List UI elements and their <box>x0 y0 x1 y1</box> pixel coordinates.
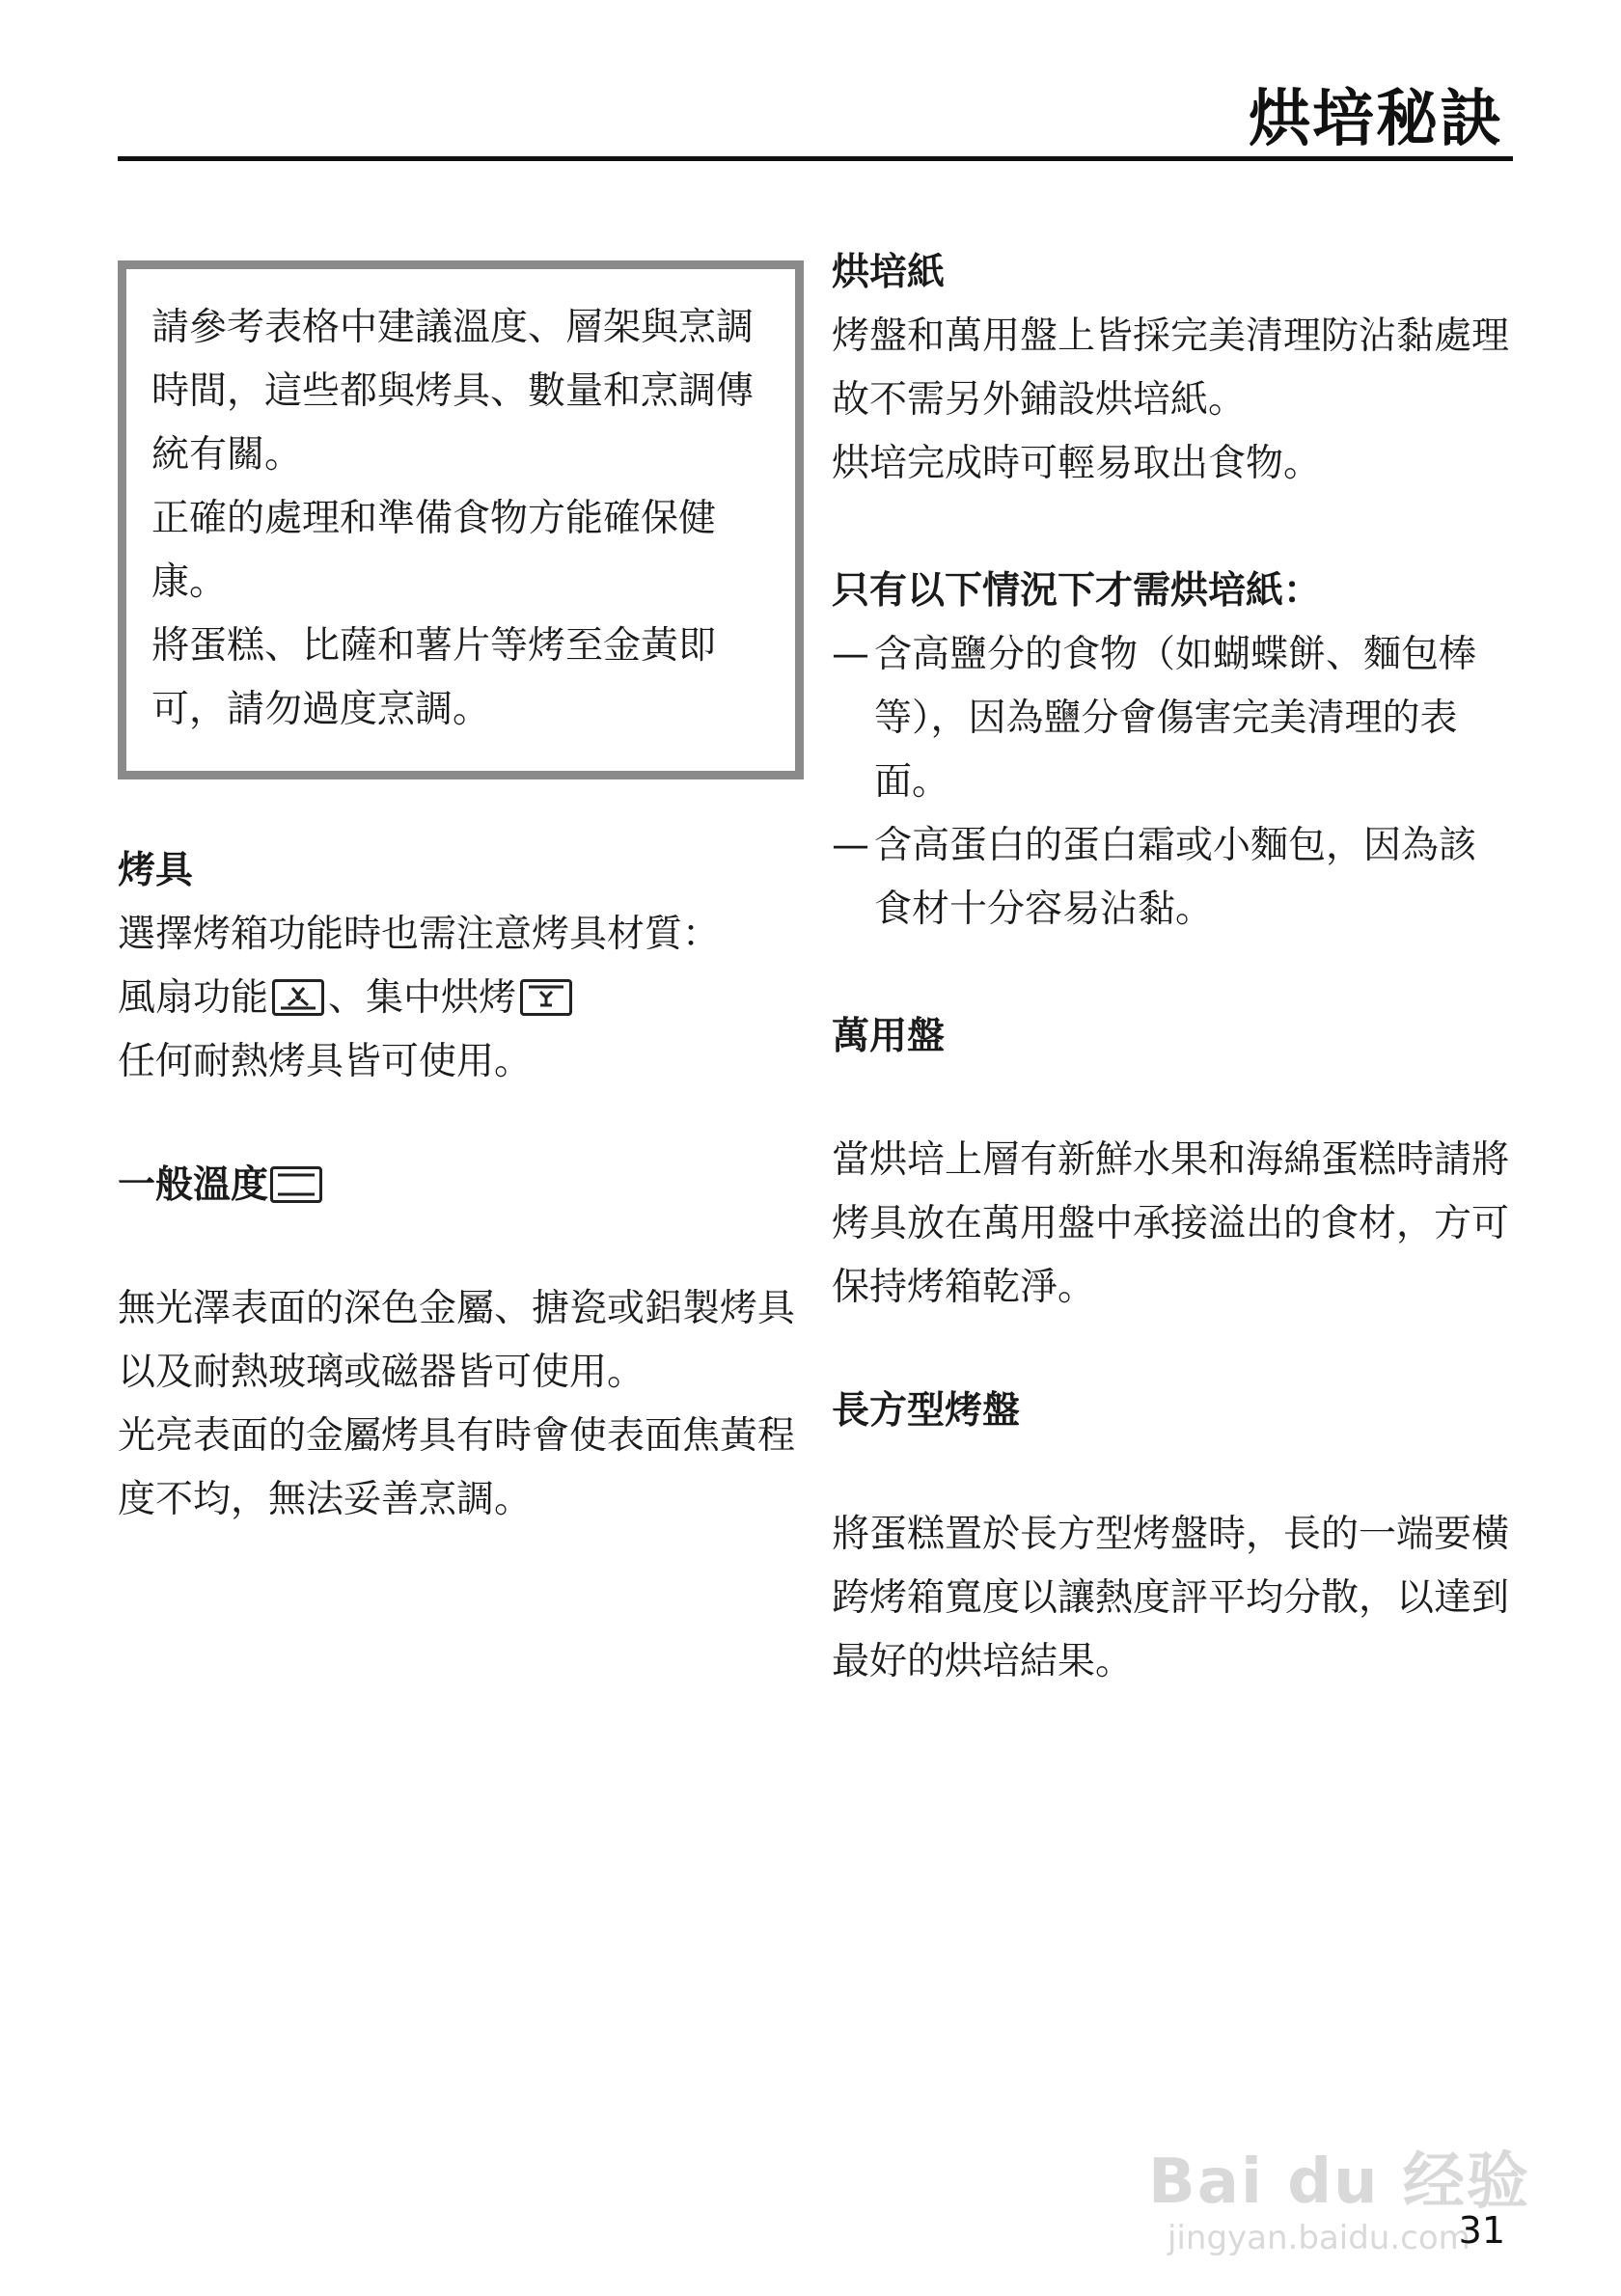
fan-mode-icon <box>272 979 324 1016</box>
fan-mode-label: 風扇功能 <box>118 976 269 1020</box>
notice-box <box>118 260 804 779</box>
rectangular-pan-para: 將蛋糕置於長方型烤盤時，長的一端要橫跨烤箱寬度以讓熱度評平均分散，以達到最好的烘培結果。 <box>832 1513 1510 1683</box>
rectangular-pan-heading: 長方型烤盤 <box>832 1389 1021 1433</box>
dash-bullet: — <box>832 633 869 676</box>
list-item <box>832 814 1512 942</box>
baking-paper-para-2: 烘培完成時可輕易取出食物。 <box>832 442 1322 485</box>
conventional-para-1: 無光澤表面的深色金屬、搪瓷或鋁製烤具以及耐熱玻璃或磁器皆可使用。 <box>118 1287 796 1394</box>
dash-bullet: — <box>832 824 869 867</box>
conventional-heading-text: 一般溫度 <box>118 1163 269 1207</box>
conventional-heading <box>118 1154 798 1217</box>
bakeware-line-3: 任何耐熱烤具皆可使用。 <box>118 1040 533 1083</box>
list-item-text: 含高鹽分的食物（如蝴蝶餅、麵包棒等），因為鹽分會傷害完美清理的表面。 <box>874 633 1477 804</box>
paper-only-list <box>832 623 1512 942</box>
baking-paper-heading: 烘培紙 <box>832 251 946 294</box>
header-divider <box>118 156 1513 161</box>
bakeware-heading: 烤具 <box>118 849 194 892</box>
paper-only-heading: 只有以下情況下才需烘培紙： <box>832 569 1322 613</box>
bakeware-line-1: 選擇烤箱功能時也需注意烤具材質： <box>118 913 721 956</box>
left-column <box>118 241 798 1532</box>
universal-tray-heading: 萬用盤 <box>832 1015 946 1058</box>
conventional-para-2: 光亮表面的金屬烤具有時會使表面焦黃程度不均，無法妥善烹調。 <box>118 1414 796 1521</box>
conventional-heat-icon <box>270 1166 322 1203</box>
list-item <box>832 623 1512 814</box>
watermark-url: jingyan.baidu.com <box>1168 2219 1470 2257</box>
right-column <box>832 241 1512 1694</box>
baking-paper-para-1: 烤盤和萬用盤上皆採完美清理防沾黏處理故不需另外鋪設烘培紙。 <box>832 314 1510 422</box>
bakeware-line-2 <box>118 967 798 1030</box>
watermark-main-text: Bai du 经验 <box>1148 2146 1530 2218</box>
notice-line-2: 正確的處理和準備食物方能確保健康。 <box>151 497 717 604</box>
page-title: 烘培秘訣 <box>1249 84 1503 155</box>
intensive-bake-icon <box>520 979 572 1016</box>
notice-line-1: 請參考表格中建議溫度、層架與烹調時間，這些都與烤具、數量和烹調傳統有關。 <box>151 306 755 477</box>
list-item-text: 含高蛋白的蛋白霜或小麵包，因為該食材十分容易沾黏。 <box>874 824 1477 931</box>
page-number: 31 <box>1458 2209 1505 2252</box>
intensive-bake-label: 、集中烘烤 <box>328 976 517 1020</box>
universal-tray-para: 當烘培上層有新鮮水果和海綿蛋糕時請將烤具放在萬用盤中承接溢出的食材，方可保持烤箱乾淨。 <box>832 1138 1510 1309</box>
notice-line-3: 將蛋糕、比薩和薯片等烤至金黃即可，請勿過度烹調。 <box>151 624 717 731</box>
